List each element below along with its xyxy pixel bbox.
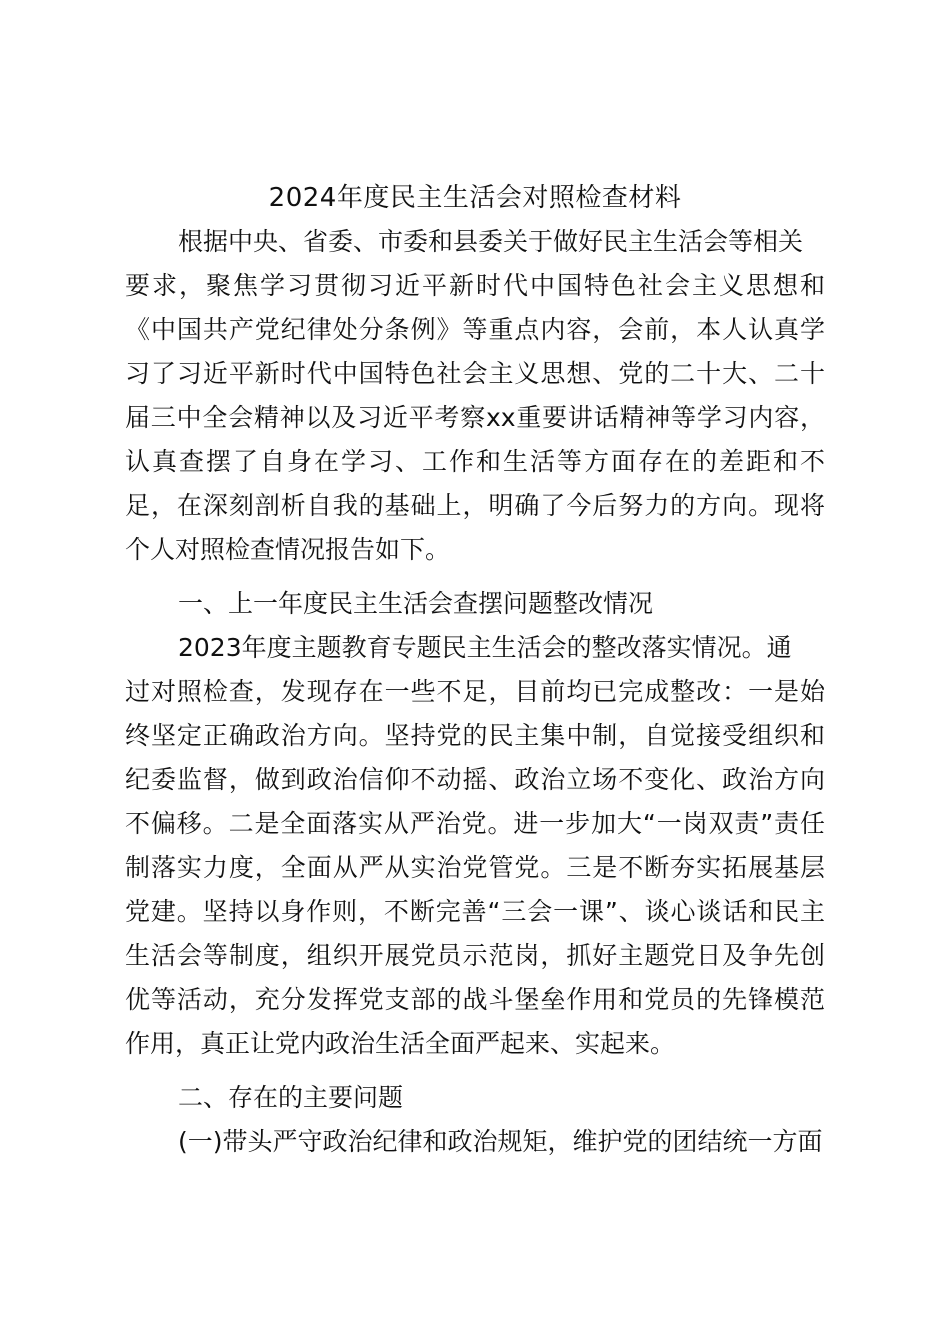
paragraph-line: 习了习近平新时代中国特色社会主义思想、党的二十大、二十 bbox=[125, 359, 825, 388]
paragraph-line: 《中国共产党纪律处分条例》等重点内容，会前，本人认真学 bbox=[125, 315, 825, 344]
paragraph-line: 过对照检查，发现存在一些不足，目前均已完成整改：一是始 bbox=[125, 677, 825, 706]
paragraph-line: 个人对照检查情况报告如下。 bbox=[125, 535, 451, 564]
paragraph-line: 党建。坚持以身作则，不断完善“三会一课”、谈心谈话和民主 bbox=[125, 897, 825, 926]
section1-paragraph bbox=[125, 626, 825, 1066]
paragraph-line: 根据中央、省委、市委和县委关于做好民主生活会等相关 bbox=[178, 227, 804, 256]
paragraph-line: 纪委监督，做到政治信仰不动摇、政治立场不变化、政治方向 bbox=[125, 765, 825, 794]
section-heading-1 bbox=[125, 582, 825, 626]
paragraph-line: 要求，聚焦学习贯彻习近平新时代中国特色社会主义思想和 bbox=[125, 271, 825, 300]
document-title: 2024年度民主生活会对照检查材料 bbox=[268, 183, 682, 213]
paragraph-line: 优等活动，充分发挥党支部的战斗堡垒作用和党员的先锋模范 bbox=[125, 985, 825, 1014]
section-heading-2 bbox=[125, 1076, 825, 1120]
heading-text: (一)带头严守政治纪律和政治规矩，维护党的团结统一方面 bbox=[178, 1127, 823, 1156]
paragraph-line: 2023年度主题教育专题民主生活会的整改落实情况。通 bbox=[178, 633, 792, 662]
paragraph-line: 不偏移。二是全面落实从严治党。进一步加大“一岗双责”责任 bbox=[125, 809, 825, 838]
heading-text: 一、上一年度民主生活会查摆问题整改情况 bbox=[178, 589, 654, 618]
paragraph-line: 生活会等制度，组织开展党员示范岗，抓好主题党日及争先创 bbox=[125, 941, 825, 970]
paragraph-line: 认真查摆了自身在学习、工作和生活等方面存在的差距和不 bbox=[125, 447, 825, 476]
heading-text: 二、存在的主要问题 bbox=[178, 1083, 404, 1112]
paragraph-line: 作用，真正让党内政治生活全面严起来、实起来。 bbox=[125, 1029, 676, 1058]
paragraph-line: 届三中全会精神以及习近平考察xx重要讲话精神等学习内容， bbox=[125, 403, 825, 432]
paragraph-line: 制落实力度，全面从严从实治党管党。三是不断夯实拓展基层 bbox=[125, 853, 825, 882]
paragraph-line: 终坚定正确政治方向。坚持党的民主集中制，自觉接受组织和 bbox=[125, 721, 825, 750]
subsection-heading-1 bbox=[125, 1120, 825, 1164]
intro-paragraph bbox=[125, 220, 825, 572]
paragraph-line: 足，在深刻剖析自我的基础上，明确了今后努力的方向。现将 bbox=[125, 491, 825, 520]
